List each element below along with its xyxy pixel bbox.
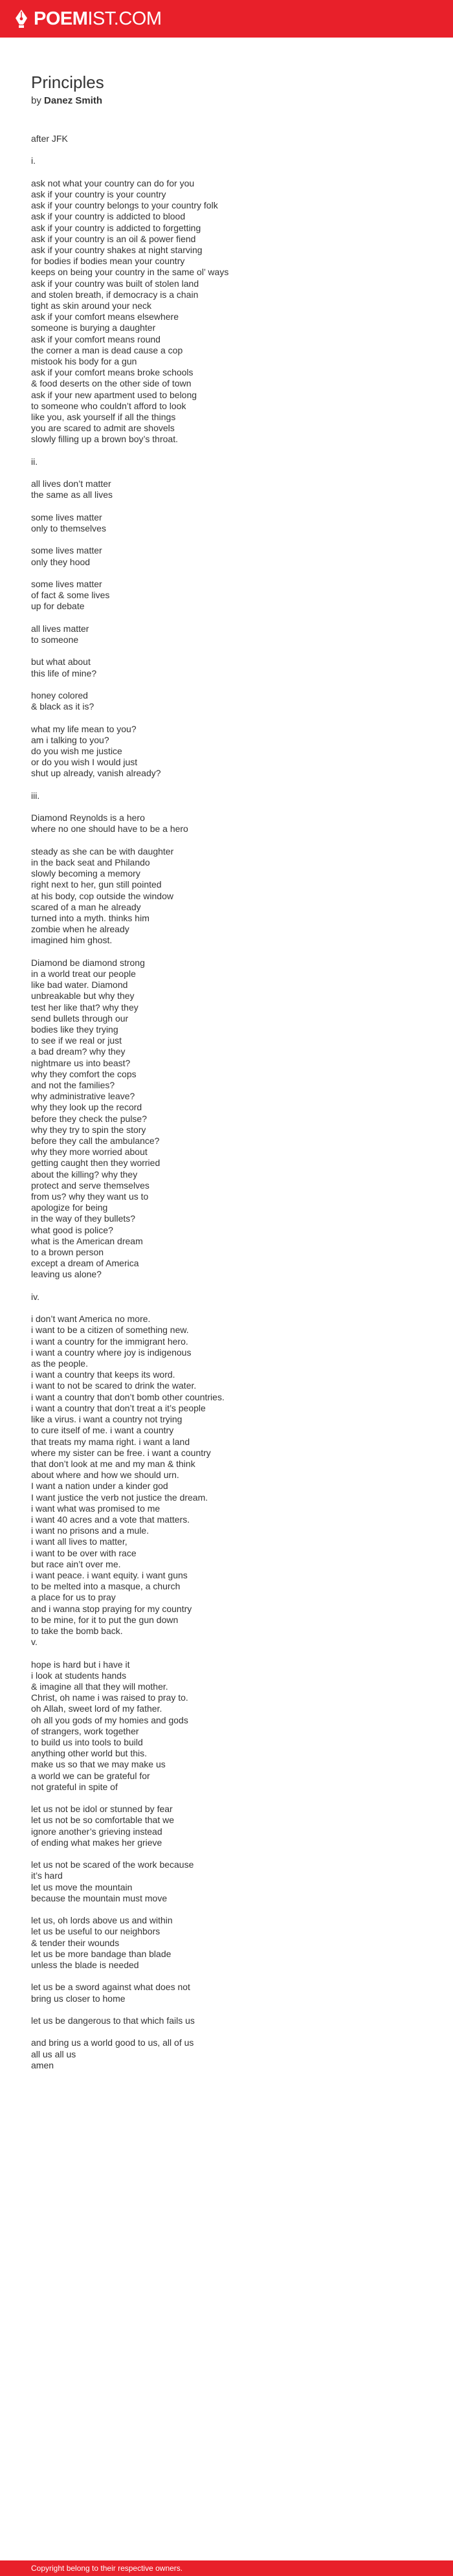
poem-line: a world we can be grateful for — [31, 1770, 150, 1781]
poem-line: i want a country for the immigrant hero. — [31, 1336, 188, 1347]
poem-line: to a brown person — [31, 1247, 104, 1258]
poem-line: ask if your country is an oil & power fiend — [31, 233, 196, 244]
poem-line: the corner a man is dead cause a cop — [31, 344, 183, 355]
poem-line: honey colored — [31, 690, 88, 700]
poem-line: only to themselves — [31, 523, 106, 534]
poem-line: and i wanna stop praying for my country — [31, 1603, 192, 1614]
poem-line: because the mountain must move — [31, 1892, 168, 1903]
poem-line: why they look up the record — [31, 1102, 142, 1113]
poem-content — [31, 73, 432, 2071]
poem-line: ask if your comfort means elsewhere — [31, 311, 179, 322]
poem-line: amen — [31, 2059, 54, 2070]
stanza-break — [31, 167, 432, 178]
stanza-break — [31, 1904, 432, 1915]
poem-line: you are scared to admit are shovels — [31, 423, 175, 434]
poem-line: or do you wish I would just — [31, 757, 138, 768]
poem-line: let us not be idol or stunned by fear — [31, 1804, 173, 1815]
poem-line: bring us closer to home — [31, 1993, 126, 2004]
stanza-break — [31, 835, 432, 846]
poem-line: for bodies if bodies mean your country — [31, 256, 185, 267]
poem-line: what good is police? — [31, 1224, 113, 1235]
stanza-break — [31, 801, 432, 812]
poem-line: in the way of they bullets? — [31, 1213, 136, 1224]
poem-line: but what about — [31, 656, 91, 667]
stanza-break — [31, 1848, 432, 1859]
poem-line: what is the American dream — [31, 1235, 143, 1246]
stanza-break — [31, 946, 432, 958]
by-label: by — [31, 95, 41, 106]
poem-line: i. — [31, 155, 36, 166]
poem-line: & tender their wounds — [31, 1937, 120, 1948]
poem-line: i want no prisons and a mule. — [31, 1525, 149, 1536]
poem-line: i want a country where joy is indigenous — [31, 1347, 192, 1358]
poem-line: as the people. — [31, 1358, 88, 1369]
poem-line: right next to her, gun still pointed — [31, 879, 162, 890]
poem-line: and stolen breath, if democracy is a chain — [31, 289, 199, 300]
poem-line: bodies like they trying — [31, 1024, 118, 1035]
stanza-break — [31, 568, 432, 579]
poem-line: let us not be scared of the work because — [31, 1859, 194, 1870]
poem-line: ask not what your country can do for you — [31, 177, 195, 188]
stanza-break — [31, 1971, 432, 1982]
poem-line: i don’t want America no more. — [31, 1314, 151, 1325]
poem-line: let us be dangerous to that which fails us — [31, 2015, 195, 2026]
poem-body — [31, 133, 432, 2071]
poem-line: of fact & some lives — [31, 590, 110, 601]
poem-line: why they comfort the cops — [31, 1068, 137, 1079]
poem-line: ask if your country is your country — [31, 188, 166, 199]
poem-line: to someone — [31, 634, 79, 645]
poem-line: all lives don’t matter — [31, 478, 111, 489]
poem-line: this life of mine? — [31, 667, 97, 678]
poem-line: what my life mean to you? — [31, 723, 137, 734]
poem-line: shut up already, vanish already? — [31, 768, 161, 779]
poem-line: unbreakable but why they — [31, 991, 135, 1002]
logo-text — [34, 6, 162, 31]
poem-line: some lives matter — [31, 579, 102, 590]
poem-line: let us move the mountain — [31, 1881, 133, 1892]
poem-line: keeps on being your country in the same ol’ ways — [31, 267, 229, 278]
stanza-break — [31, 2026, 432, 2037]
site-footer — [0, 2560, 453, 2576]
poem-line: & black as it is? — [31, 701, 94, 712]
poem-line: it’s hard — [31, 1870, 63, 1881]
stanza-break — [31, 645, 432, 656]
poem-title: Principles — [31, 73, 104, 92]
poem-line: why they more worried about — [31, 1147, 148, 1158]
poem-line: i want to be over with race — [31, 1547, 137, 1558]
poem-line: ii. — [31, 456, 38, 467]
stanza-break — [31, 1793, 432, 1804]
poem-line: let us be useful to our neighbors — [31, 1926, 160, 1937]
poem-line: why administrative leave? — [31, 1091, 135, 1102]
poem-line: iii. — [31, 790, 40, 801]
poem-line: i want peace. i want equity. i want guns — [31, 1569, 188, 1580]
stanza-break — [31, 779, 432, 790]
poem-line: & imagine all that they will mother. — [31, 1681, 168, 1692]
poem-line: before they call the ambulance? — [31, 1136, 160, 1147]
poem-line: iv. — [31, 1291, 39, 1302]
poem-line: let us not be so comfortable that we — [31, 1815, 175, 1826]
stanza-break — [31, 534, 432, 545]
poem-line: and bring us a world good to us, all of us — [31, 2037, 194, 2048]
poem-line: protect and serve themselves — [31, 1180, 149, 1191]
poem-line: oh Allah, sweet lord of my father. — [31, 1703, 162, 1714]
poem-line: and not the families? — [31, 1080, 115, 1091]
poem-line: to take the bomb back. — [31, 1625, 123, 1636]
poem-line: some lives matter — [31, 545, 102, 556]
poem-line: to someone who couldn’t afford to look — [31, 400, 186, 411]
poem-line: oh all you gods of my homies and gods — [31, 1714, 188, 1725]
poem-line: test her like that? why they — [31, 1002, 138, 1013]
poem-line: i want all lives to matter, — [31, 1536, 127, 1547]
poem-line: let us, oh lords above us and within — [31, 1915, 173, 1926]
poem-line: i want a country that keeps its word. — [31, 1369, 175, 1380]
poem-line: unless the blade is needed — [31, 1959, 139, 1970]
byline — [31, 95, 432, 107]
stanza-break — [31, 2004, 432, 2015]
poem-line: to be melted into a masque, a church — [31, 1581, 181, 1592]
poem-line: that treats my mama right. i want a land — [31, 1436, 190, 1447]
poem-line: before they check the pulse? — [31, 1113, 148, 1124]
poem-line: slowly becoming a memory — [31, 868, 140, 879]
poem-line: up for debate — [31, 601, 85, 612]
poem-line: I want justice the verb not justice the dream. — [31, 1492, 208, 1503]
stanza-break — [31, 501, 432, 512]
poem-line: turned into a myth. thinks him — [31, 913, 149, 923]
stanza-break — [31, 1281, 432, 1292]
poem-line: hope is hard but i have it — [31, 1659, 130, 1670]
poem-line: someone is burying a daughter — [31, 322, 156, 333]
poem-line: the same as all lives — [31, 489, 113, 500]
poem-line: about where and how we should urn. — [31, 1470, 179, 1481]
poem-line: some lives matter — [31, 511, 102, 522]
poem-line: of strangers, work together — [31, 1725, 139, 1736]
poem-line: to cure itself of me. i want a country — [31, 1425, 174, 1436]
poem-line: zombie when he already — [31, 924, 129, 935]
poem-line: but race ain’t over me. — [31, 1558, 121, 1569]
poem-line: not grateful in spite of — [31, 1781, 118, 1792]
poem-line: in the back seat and Philando — [31, 857, 150, 868]
logo-bold: POEM — [34, 8, 88, 29]
poem-line: ask if your country shakes at night starving — [31, 245, 203, 255]
poem-line: slowly filling up a brown boy’s throat. — [31, 434, 178, 445]
poem-line: like bad water. Diamond — [31, 980, 128, 991]
poem-line: ask if your comfort means broke schools — [31, 367, 193, 378]
poem-line: why they try to spin the story — [31, 1124, 146, 1135]
poem-line: at his body, cop outside the window — [31, 890, 173, 901]
poem-line: like a virus. i want a country not trying — [31, 1414, 182, 1425]
poem-line: i want a country that don’t treat a it’s people — [31, 1402, 206, 1413]
poem-line: a place for us to pray — [31, 1592, 116, 1603]
poem-line: to build us into tools to build — [31, 1736, 143, 1747]
stanza-break — [31, 712, 432, 723]
poem-line: let us be more bandage than blade — [31, 1948, 171, 1959]
poem-line: apologize for being — [31, 1202, 108, 1213]
pen-nib-icon — [14, 9, 28, 28]
site-header — [0, 0, 453, 38]
poem-line: ask if your country is addicted to blood — [31, 211, 186, 222]
poem-line: send bullets through our — [31, 1013, 129, 1024]
poem-line: i want to not be scared to drink the water. — [31, 1380, 197, 1391]
poem-line: am i talking to you? — [31, 734, 109, 745]
poem-line: make us so that we may make us — [31, 1759, 166, 1770]
poem-line: anything other world but this. — [31, 1748, 147, 1759]
author-link[interactable]: Danez Smith — [44, 95, 103, 106]
poem-line: i want a country that don’t bomb other countries. — [31, 1391, 225, 1402]
poem-line: mistook his body for a gun — [31, 356, 137, 367]
stanza-break — [31, 1648, 432, 1659]
logo-rest: IST.COM — [87, 8, 162, 29]
stanza-break — [31, 1303, 432, 1314]
poem-line: all lives matter — [31, 623, 89, 634]
poem-line: to see if we real or just — [31, 1035, 122, 1046]
poem-line: to be mine, for it to put the gun down — [31, 1614, 179, 1625]
poem-line: after JFK — [31, 133, 68, 144]
poem-line: ask if your comfort means round — [31, 333, 160, 344]
poem-line: imagined him ghost. — [31, 935, 113, 946]
poem-line: from us? why they want us to — [31, 1191, 149, 1202]
stanza-break — [31, 445, 432, 456]
poem-line: nightmare us into beast? — [31, 1057, 131, 1068]
poem-line: I want a nation under a kinder god — [31, 1481, 168, 1492]
poem-line: only they hood — [31, 556, 91, 567]
poem-line: do you wish me justice — [31, 746, 122, 756]
poem-line: in a world treat our people — [31, 969, 136, 979]
poem-line: i want to be a citizen of something new. — [31, 1325, 189, 1336]
poem-line: of ending what makes her grieve — [31, 1837, 162, 1848]
poem-line: like you, ask yourself if all the things — [31, 412, 176, 423]
poem-line: i want 40 acres and a vote that matters. — [31, 1514, 190, 1525]
poem-line: ask if your country belongs to your country folk — [31, 200, 218, 211]
poem-line: where my sister can be free. i want a country — [31, 1447, 211, 1458]
copyright-text: Copyright belong to their respective owners. — [31, 2564, 183, 2573]
poem-line: i want what was promised to me — [31, 1503, 160, 1514]
poem-line: about the killing? why they — [31, 1169, 138, 1180]
poem-line: ask if your new apartment used to belong — [31, 389, 197, 400]
poem-line: Christ, oh name i was raised to pray to. — [31, 1692, 188, 1703]
poem-line: Diamond Reynolds is a hero — [31, 812, 145, 823]
stanza-break — [31, 612, 432, 623]
poem-line: ask if your country was built of stolen land — [31, 278, 199, 289]
poem-line: except a dream of America — [31, 1258, 139, 1269]
poem-line: v. — [31, 1637, 38, 1648]
poem-line: leaving us alone? — [31, 1269, 102, 1280]
poem-line: ignore another’s grieving instead — [31, 1826, 162, 1837]
poem-line: i look at students hands — [31, 1670, 127, 1681]
poem-line: tight as skin around your neck — [31, 300, 151, 311]
poem-line: that don’t look at me and my man & think — [31, 1458, 195, 1469]
poem-line: getting caught then they worried — [31, 1158, 160, 1169]
poem-line: Diamond be diamond strong — [31, 957, 145, 968]
poem-line: & food deserts on the other side of town — [31, 378, 192, 389]
poem-line: where no one should have to be a hero — [31, 823, 188, 834]
poem-line: a bad dream? why they — [31, 1046, 126, 1057]
site-logo[interactable] — [14, 6, 162, 31]
poem-line: scared of a man he already — [31, 901, 141, 912]
stanza-break — [31, 144, 432, 155]
poem-line: steady as she can be with daughter — [31, 846, 174, 857]
stanza-break — [31, 679, 432, 690]
poem-line: let us be a sword against what does not — [31, 1982, 190, 1993]
stanza-break — [31, 467, 432, 478]
poem-line: all us all us — [31, 2048, 76, 2059]
poem-line: ask if your country is addicted to forgetting — [31, 222, 201, 233]
